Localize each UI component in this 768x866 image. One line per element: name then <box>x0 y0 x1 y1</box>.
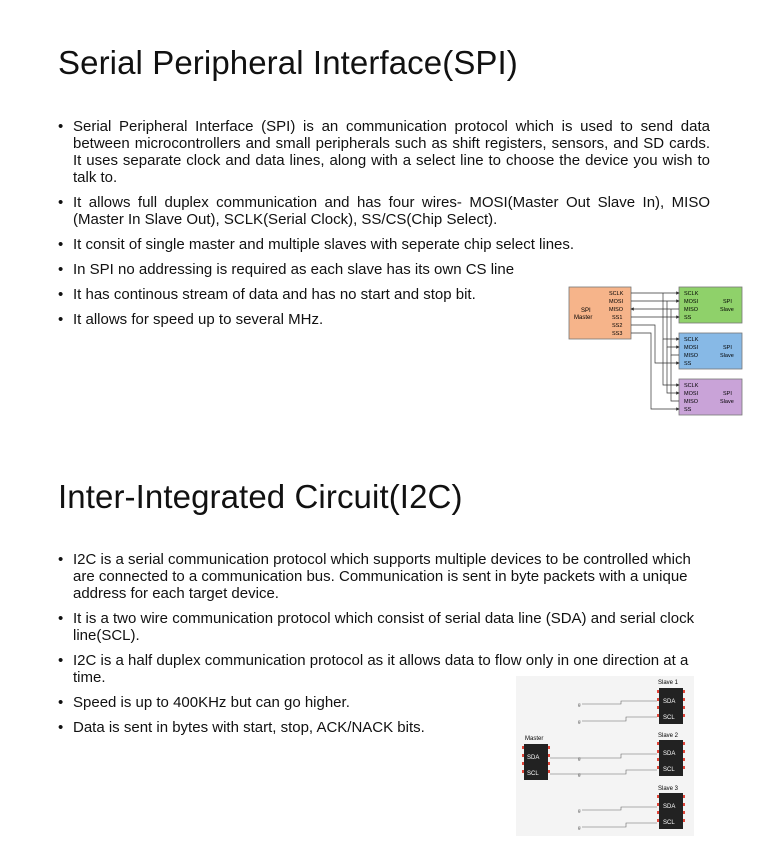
spi-slave-label: Slave <box>720 399 734 405</box>
svg-text:g: g <box>578 808 581 813</box>
spi-slave-pin: SS <box>684 315 692 321</box>
spi-slave-pin: MISO <box>684 399 699 405</box>
spi-master-pin: SS3 <box>612 331 623 337</box>
i2c-bullet: • I2C is a half duplex communication protocol as it allows data to flow only in one direction at a time. <box>58 652 710 686</box>
spi-slave-label: Slave <box>720 353 734 359</box>
spi-slave-pin: SCLK <box>684 291 699 297</box>
i2c-diagram <box>516 676 694 836</box>
spi-master-pin: SCLK <box>609 291 624 297</box>
svg-text:SDA: SDA <box>663 804 676 810</box>
spi-slave-pin: MISO <box>684 353 699 359</box>
spi-bullet: • It has continous stream of data and has no start and stop bit. <box>58 286 710 303</box>
spi-slave-pin: SCLK <box>684 383 699 389</box>
svg-text:SCL: SCL <box>663 820 675 826</box>
i2c-bullet: • It is a two wire communication protocol which consist of serial data line (SDA) and serial clock line(SCL). <box>58 610 710 644</box>
spi-master-pin: MISO <box>609 307 624 313</box>
svg-text:SCL: SCL <box>527 771 539 777</box>
spi-title: Serial Peripheral Interface(SPI) <box>58 44 518 81</box>
spi-slave-pin: SS <box>684 361 692 367</box>
i2c-title: Inter-Integrated Circuit(I2C) <box>58 478 463 515</box>
spi-slave-label: SPI <box>723 299 732 305</box>
spi-slave-pin: MISO <box>684 307 699 313</box>
spi-slave-pin: MOSI <box>684 345 699 351</box>
spi-slave-label: SPI <box>723 345 732 351</box>
i2c-master-chip <box>524 744 548 780</box>
svg-text:g: g <box>578 756 581 761</box>
spi-slave-pin: SS <box>684 407 692 413</box>
i2c-slave-1-chip <box>659 688 683 724</box>
svg-text:SCL: SCL <box>663 767 675 773</box>
i2c-bullet: • Data is sent in bytes with start, stop, ACK/NACK bits. <box>58 719 710 736</box>
svg-text:g: g <box>578 702 581 707</box>
spi-slave-pin: MOSI <box>684 391 699 397</box>
i2c-slave-label: Slave 3 <box>658 786 679 792</box>
svg-text:SDA: SDA <box>527 755 540 761</box>
spi-slave-label: SPI <box>723 391 732 397</box>
spi-master-label: Master <box>574 315 593 321</box>
i2c-slave-3-chip <box>659 793 683 829</box>
spi-master-pin: MOSI <box>609 299 624 305</box>
spi-bullet: • In SPI no addressing is required as each slave has its own CS line <box>58 261 710 278</box>
spi-master-pin: SS1 <box>612 315 623 321</box>
i2c-bullet: • I2C is a serial communication protocol which supports multiple devices to be controlled which are connected to a communication bus. Communication is sent in byte packets with a unique address for each target device. <box>58 551 710 602</box>
svg-text:g: g <box>578 825 581 830</box>
i2c-slave-label: Slave 1 <box>658 680 679 686</box>
svg-text:SDA: SDA <box>663 751 676 757</box>
spi-bullet: • It consit of single master and multiple slaves with seperate chip select lines. <box>58 236 710 253</box>
spi-bullet: • It allows for speed up to several MHz. <box>58 311 710 328</box>
i2c-master-label: Master <box>525 736 544 742</box>
i2c-slave-label: Slave 2 <box>658 733 679 739</box>
svg-text:g: g <box>578 719 581 724</box>
spi-diagram <box>567 285 745 417</box>
svg-text:SCL: SCL <box>663 715 675 721</box>
spi-bullet: • Serial Peripheral Interface (SPI) is an communication protocol which is used to send data between microcontrollers and small peripherals such as shift registers, sensors, and SD cards. It uses separate clock and data lines, along with a select line to choose the device you wish to talk to. <box>58 118 710 186</box>
svg-text:SDA: SDA <box>663 699 676 705</box>
spi-slave-pin: MOSI <box>684 299 699 305</box>
i2c-bullet: • Speed is up to 400KHz but can go higher. <box>58 694 710 711</box>
svg-text:g: g <box>578 772 581 777</box>
spi-bullet: • It allows full duplex communication and has four wires- MOSI(Master Out Slave In), MISO (Master In Slave Out), SCLK(Serial Clock), SS/CS(Chip Select). <box>58 194 710 228</box>
i2c-slave-2-chip <box>659 740 683 776</box>
spi-slave-label: Slave <box>720 307 734 313</box>
spi-master-pin: SS2 <box>612 323 623 329</box>
spi-slave-pin: SCLK <box>684 337 699 343</box>
spi-master-label: SPI <box>581 308 591 314</box>
spi-wires <box>631 293 679 409</box>
